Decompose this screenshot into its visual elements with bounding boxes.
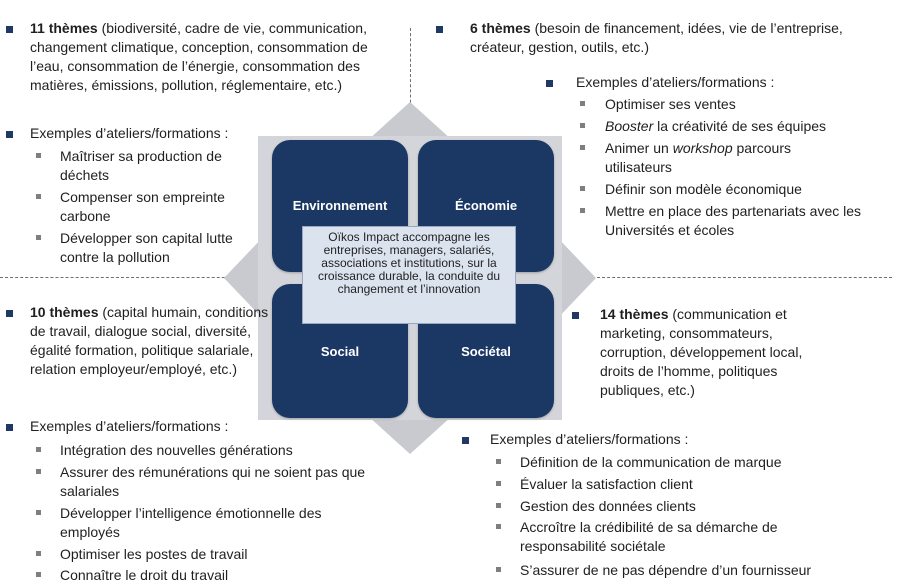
example-economie-3-italic: workshop <box>672 140 733 156</box>
square-bullet-icon <box>496 481 501 486</box>
square-bullet-icon <box>36 551 41 556</box>
example-economie-3-rest: parcours utilisateurs <box>605 140 791 175</box>
square-bullet-icon <box>580 145 585 150</box>
tile-label-economie: Économie <box>454 198 518 213</box>
bullet-icon <box>6 26 13 33</box>
example-economie-1: Optimiser ses ventes <box>605 96 736 112</box>
examples-label-social: Exemples d’ateliers/formations : <box>30 418 229 434</box>
example-social-2: Assurer des rémunérations qui ne soient pas que salariales <box>60 464 366 499</box>
example-societal-1: Définition de la communication de marque <box>520 454 782 470</box>
tile-label-social: Social <box>320 344 360 359</box>
square-bullet-icon <box>496 567 501 572</box>
themes-list-economie: (besoin de financement, idées, vie de l’entreprise, créateur, gestion, outils, etc.) <box>470 20 843 55</box>
bullet-icon <box>546 80 553 87</box>
example-social-1: Intégration des nouvelles générations <box>60 442 293 458</box>
square-bullet-icon <box>580 123 585 128</box>
square-bullet-icon <box>36 194 41 199</box>
themes-list-societal: (communication et marketing, consommateurs, corruption, développement local, droits de l’homme, politiques publiques, etc.) <box>600 306 803 398</box>
themes-list-social: (capital humain, conditions de travail, dialogue social, diversité, égalité formation, politique salariale, relation employeur/employé, etc.) <box>30 304 269 377</box>
example-societal-5: S’assurer de ne pas dépendre d’un fournisseur <box>520 562 812 578</box>
square-bullet-icon <box>36 153 41 158</box>
tile-label-environnement: Environnement <box>292 198 388 213</box>
themes-economie <box>470 19 895 57</box>
square-bullet-icon <box>580 208 585 213</box>
count-environnement: 11 thèmes <box>30 20 98 36</box>
example-environnement-3: Développer son capital lutte contre la pollution <box>60 230 233 265</box>
example-environnement-1: Maîtriser sa production de déchets <box>60 148 222 183</box>
example-societal-2: Évaluer la satisfaction client <box>520 476 693 492</box>
separator-right <box>592 277 892 278</box>
bullet-icon <box>462 437 469 444</box>
example-societal-4: Accroître la crédibilité de sa démarche de responsabilité sociétale <box>520 519 778 554</box>
example-social-4: Optimiser les postes de travail <box>60 546 248 562</box>
example-economie-3-start: Animer un <box>605 140 673 156</box>
bullet-icon <box>572 312 579 319</box>
bullet-icon <box>436 26 443 33</box>
square-bullet-icon <box>36 447 41 452</box>
square-bullet-icon <box>580 101 585 106</box>
square-bullet-icon <box>496 524 501 529</box>
square-bullet-icon <box>496 503 501 508</box>
square-bullet-icon <box>36 510 41 515</box>
examples-label-economie: Exemples d’ateliers/formations : <box>576 74 775 90</box>
themes-social <box>30 303 275 379</box>
center-description: Oïkos Impact accompagne les entreprises, managers, salariés, associations et institutions, sur la croissance durable, la conduite du changement et l’innovation <box>302 226 516 324</box>
square-bullet-icon <box>580 186 585 191</box>
example-economie-2-rest: la créativité de ses équipes <box>653 118 827 134</box>
example-environnement-2: Compenser son empreinte carbone <box>60 189 225 224</box>
bullet-icon <box>6 310 13 317</box>
example-economie-4: Définir son modèle économique <box>605 181 802 197</box>
count-societal: 14 thèmes <box>600 306 669 322</box>
example-economie-2-italic: Booster <box>605 118 654 134</box>
example-social-5: Connaître le droit du travail <box>60 567 229 583</box>
square-bullet-icon <box>496 459 501 464</box>
themes-societal <box>600 305 840 400</box>
example-economie-3 <box>605 139 825 177</box>
bullet-icon <box>6 131 13 138</box>
separator-left <box>0 277 250 278</box>
example-societal-3: Gestion des données clients <box>520 498 696 514</box>
bullet-icon <box>6 424 13 431</box>
square-bullet-icon <box>36 572 41 577</box>
example-economie-2 <box>605 117 826 136</box>
example-social-3: Développer l’intelligence émotionnelle des employés <box>60 505 322 540</box>
themes-environnement <box>30 19 400 95</box>
examples-label-societal: Exemples d’ateliers/formations : <box>490 431 689 447</box>
square-bullet-icon <box>36 235 41 240</box>
themes-list-environnement: (biodiversité, cadre de vie, communication, changement climatique, conception, consommation de l’eau, consommation de l’énergie, consommation des matières, émissions, pollution, réglementaire, etc.) <box>30 20 368 93</box>
tile-label-societal: Sociétal <box>461 344 511 359</box>
count-economie: 6 thèmes <box>470 20 531 36</box>
square-bullet-icon <box>36 469 41 474</box>
example-economie-5: Mettre en place des partenariats avec les Universités et écoles <box>605 203 862 238</box>
count-social: 10 thèmes <box>30 304 99 320</box>
examples-label-environnement: Exemples d’ateliers/formations : <box>30 125 229 141</box>
